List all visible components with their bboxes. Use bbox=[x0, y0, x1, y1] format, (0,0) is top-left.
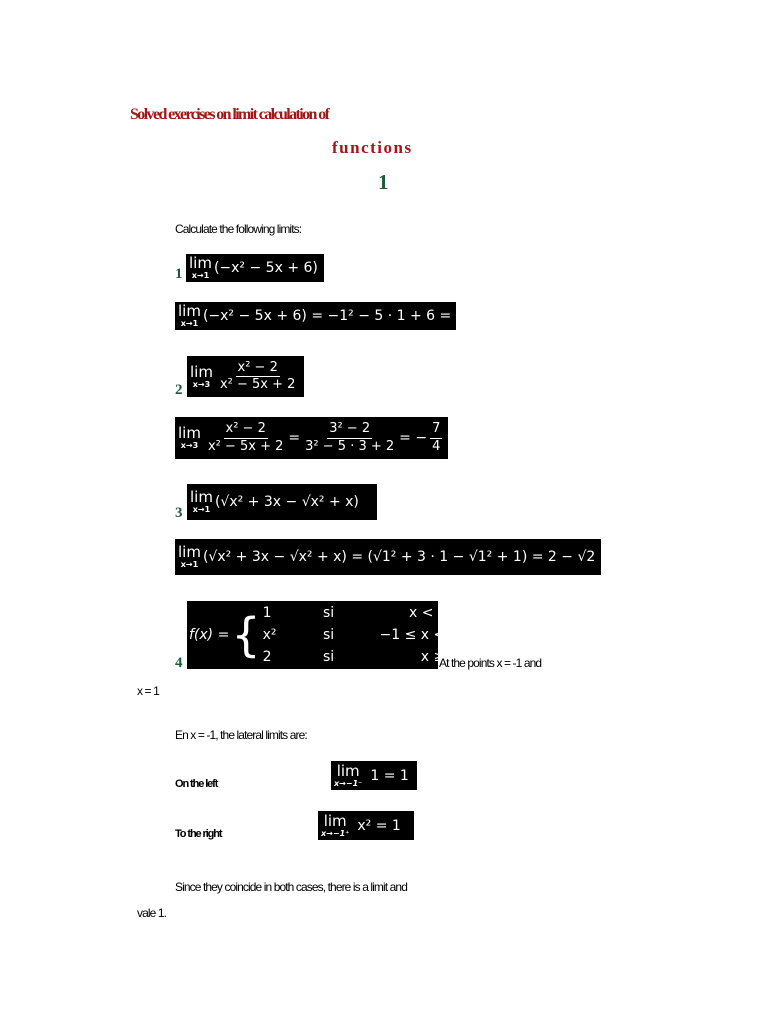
fraction: $\frac{7}{4}$ bbox=[432, 421, 441, 454]
exercise-number-4: 4 bbox=[175, 655, 183, 671]
formula-2-answer bbox=[175, 417, 448, 459]
document-title: Solved exercises on limit calculation of bbox=[130, 106, 329, 123]
formula-right-limit bbox=[318, 811, 414, 840]
piecewise-cell: 2 bbox=[262, 649, 272, 665]
limit-operator: lim x→3 bbox=[190, 362, 213, 389]
exercise-number-2: 2 bbox=[175, 382, 183, 398]
brace-icon: { bbox=[231, 608, 261, 662]
formula-1-answer bbox=[175, 302, 465, 330]
formula-3-answer-expression: (√x² + 3x − √x² + x) = (√1² + 3 · 1 − √1² + 1) = 2 − √2 bbox=[202, 549, 596, 565]
formula-3-question bbox=[187, 484, 377, 520]
formula-2-question bbox=[187, 356, 304, 397]
left-limit-expression: 1 = 1 bbox=[370, 767, 409, 784]
limit-operator: lim x→−1⁺ bbox=[321, 811, 350, 838]
limit-operator: lim x→−1⁻ bbox=[334, 761, 363, 788]
formula-1-question bbox=[186, 254, 324, 282]
function-definition: f(x) = bbox=[189, 627, 230, 643]
limit-operator: lim x→1 bbox=[178, 302, 201, 328]
limit-operator: lim x→1 bbox=[178, 543, 201, 569]
piecewise-cell: x ≥ 1 bbox=[420, 649, 459, 665]
equals-sign: = − bbox=[399, 430, 428, 446]
right-limit-expression: x² = 1 bbox=[357, 817, 401, 834]
lateral-intro: En x = -1, the lateral limits are: bbox=[175, 728, 307, 742]
formula-left-limit bbox=[331, 761, 417, 790]
equals-sign: = bbox=[288, 430, 301, 446]
formula-3-expression: (√x² + 3x − √x² + x) bbox=[214, 494, 359, 510]
chapter-number: 1 bbox=[378, 170, 389, 194]
intro-text: Calculate the following limits: bbox=[175, 222, 302, 236]
conclusion-text: Since they coincide in both cases, there is a limit and bbox=[175, 880, 407, 894]
exercise-4-text: At the points x = -1 and bbox=[439, 656, 542, 670]
formula-1-expression: (−x² − 5x + 6) bbox=[213, 260, 318, 276]
conclusion-text-cont: vale 1. bbox=[137, 906, 167, 920]
piecewise-cell: si bbox=[323, 649, 335, 665]
limit-operator: lim x→1 bbox=[190, 488, 213, 514]
piecewise-cell: x² bbox=[262, 627, 277, 643]
exercise-4-text-cont: x = 1 bbox=[137, 684, 159, 698]
limit-operator: lim x→3 bbox=[178, 424, 201, 450]
piecewise-cell: 1 bbox=[262, 605, 272, 621]
piecewise-cell: −1 ≤ x < 1 bbox=[379, 627, 459, 643]
document-title-cont: functions bbox=[332, 138, 413, 157]
piecewise-cases bbox=[263, 602, 459, 668]
formula-4-piecewise bbox=[187, 601, 459, 669]
fraction: $\frac{\text{x² − 2}}{\text{x² − 5x + 2}}$ bbox=[219, 359, 296, 392]
exercise-number-3: 3 bbox=[175, 505, 183, 521]
piecewise-cell: x < −1 bbox=[409, 605, 459, 621]
formula-3-answer bbox=[175, 539, 601, 575]
fraction: $\frac{\text{x² − 2}}{\text{x² − 5x + 2}}$ bbox=[207, 421, 284, 454]
piecewise-cell: si bbox=[323, 627, 335, 643]
fraction: $\frac{\text{3² − 2}}{\text{3² − 5 · 3 + 2}}$ bbox=[305, 421, 395, 454]
right-label: To the right bbox=[175, 828, 222, 840]
limit-operator: lim x→1 bbox=[189, 254, 212, 280]
piecewise-cell: si bbox=[323, 605, 335, 621]
formula-1-answer-expression: (−x² − 5x + 6) = −1² − 5 · 1 + 6 = 0 bbox=[202, 308, 465, 324]
left-label: On the left bbox=[175, 778, 218, 790]
exercise-number-1: 1 bbox=[175, 266, 183, 282]
